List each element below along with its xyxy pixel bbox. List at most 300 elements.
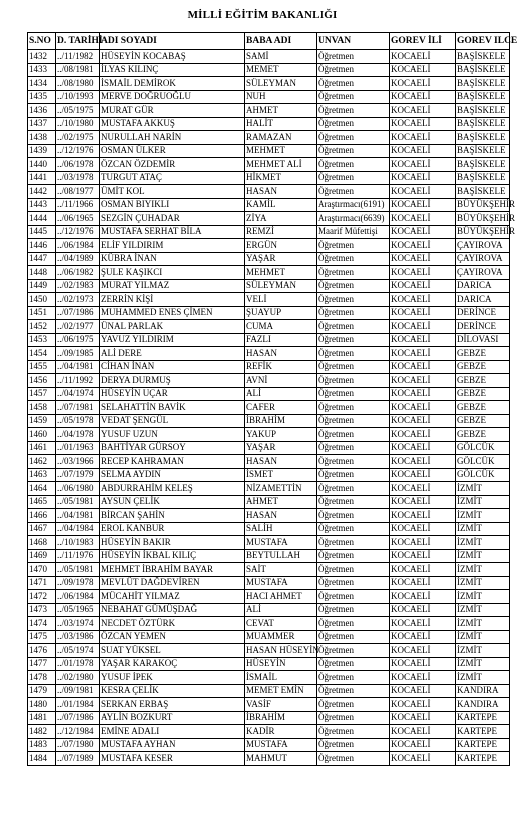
table-row <box>28 185 510 199</box>
cell-province: KOCAELİ <box>390 495 456 509</box>
cell-name: İSMAİL DEMİROK <box>100 77 245 91</box>
cell-name: HÜSEYİN KOCABAŞ <box>100 50 245 64</box>
cell-father-name: YAKUP <box>245 428 317 442</box>
cell-birth-date: ../02/1980 <box>56 671 100 685</box>
cell-sno: 1462 <box>28 455 56 469</box>
table-row <box>28 374 510 388</box>
header-sno: S.NO <box>28 33 56 50</box>
cell-district: KARTEPE <box>456 752 510 766</box>
cell-province: KOCAELİ <box>390 671 456 685</box>
cell-title: Öğretmen <box>317 536 390 550</box>
cell-title: Öğretmen <box>317 333 390 347</box>
cell-name: OSMAN BIYIKLI <box>100 198 245 212</box>
cell-birth-date: ../03/1978 <box>56 171 100 185</box>
cell-title: Maarif Müfettişi <box>317 225 390 239</box>
cell-sno: 1471 <box>28 576 56 590</box>
cell-province: KOCAELİ <box>390 374 456 388</box>
cell-title: Öğretmen <box>317 482 390 496</box>
cell-name: OSMAN ÜLKER <box>100 144 245 158</box>
cell-name: RECEP KAHRAMAN <box>100 455 245 469</box>
cell-name: ŞULE KAŞIKCI <box>100 266 245 280</box>
table-row <box>28 333 510 347</box>
cell-father-name: SAİT <box>245 563 317 577</box>
cell-title: Öğretmen <box>317 576 390 590</box>
cell-province: KOCAELİ <box>390 63 456 77</box>
cell-father-name: HİKMET <box>245 171 317 185</box>
cell-father-name: REMZİ <box>245 225 317 239</box>
cell-province: KOCAELİ <box>390 279 456 293</box>
cell-birth-date: ../11/1992 <box>56 374 100 388</box>
header-title: UNVAN <box>317 33 390 50</box>
cell-father-name: AHMET <box>245 495 317 509</box>
cell-title: Öğretmen <box>317 590 390 604</box>
table-row <box>28 468 510 482</box>
cell-sno: 1455 <box>28 360 56 374</box>
table-row <box>28 158 510 172</box>
cell-title: Öğretmen <box>317 684 390 698</box>
cell-sno: 1441 <box>28 171 56 185</box>
header-province: GOREV İLİ <box>390 33 456 50</box>
cell-district: KARTEPE <box>456 711 510 725</box>
cell-province: KOCAELİ <box>390 644 456 658</box>
cell-name: İLYAS KILINÇ <box>100 63 245 77</box>
cell-birth-date: ../11/1982 <box>56 50 100 64</box>
cell-sno: 1463 <box>28 468 56 482</box>
cell-name: AYSUN ÇELİK <box>100 495 245 509</box>
table-row <box>28 320 510 334</box>
cell-name: VEDAT ŞENGÜL <box>100 414 245 428</box>
cell-province: KOCAELİ <box>390 225 456 239</box>
cell-father-name: ERGÜN <box>245 239 317 253</box>
cell-province: KOCAELİ <box>390 441 456 455</box>
cell-district: İZMİT <box>456 576 510 590</box>
table-row <box>28 644 510 658</box>
cell-district: GEBZE <box>456 360 510 374</box>
cell-district: İZMİT <box>456 509 510 523</box>
cell-title: Öğretmen <box>317 171 390 185</box>
cell-title: Öğretmen <box>317 158 390 172</box>
cell-father-name: HASAN HÜSEYİN <box>245 644 317 658</box>
table-row <box>28 266 510 280</box>
cell-province: KOCAELİ <box>390 738 456 752</box>
cell-district: İZMİT <box>456 617 510 631</box>
cell-name: SEZGİN ÇUHADAR <box>100 212 245 226</box>
cell-province: KOCAELİ <box>390 104 456 118</box>
cell-father-name: HALİT <box>245 117 317 131</box>
cell-province: KOCAELİ <box>390 347 456 361</box>
cell-province: KOCAELİ <box>390 333 456 347</box>
cell-sno: 1478 <box>28 671 56 685</box>
cell-sno: 1448 <box>28 266 56 280</box>
table-row <box>28 684 510 698</box>
cell-district: İZMİT <box>456 536 510 550</box>
cell-district: BAŞİSKELE <box>456 158 510 172</box>
cell-name: HÜSEYİN BAKIR <box>100 536 245 550</box>
cell-district: KANDIRA <box>456 684 510 698</box>
cell-birth-date: ../12/1976 <box>56 225 100 239</box>
cell-province: KOCAELİ <box>390 293 456 307</box>
table-row <box>28 495 510 509</box>
table-row <box>28 482 510 496</box>
cell-province: KOCAELİ <box>390 617 456 631</box>
table-row <box>28 212 510 226</box>
cell-province: KOCAELİ <box>390 185 456 199</box>
cell-sno: 1446 <box>28 239 56 253</box>
cell-title: Öğretmen <box>317 711 390 725</box>
cell-district: İZMİT <box>456 603 510 617</box>
cell-sno: 1474 <box>28 617 56 631</box>
cell-district: GEBZE <box>456 428 510 442</box>
cell-sno: 1465 <box>28 495 56 509</box>
table-row <box>28 617 510 631</box>
cell-name: MUSTAFA KESER <box>100 752 245 766</box>
cell-name: ÜMİT KOL <box>100 185 245 199</box>
cell-father-name: ŞUAYUP <box>245 306 317 320</box>
cell-birth-date: ../07/1986 <box>56 711 100 725</box>
cell-district: ÇAYIROVA <box>456 239 510 253</box>
cell-title: Öğretmen <box>317 320 390 334</box>
cell-district: GÖLCÜK <box>456 468 510 482</box>
table-row <box>28 117 510 131</box>
table-row <box>28 603 510 617</box>
cell-district: GEBZE <box>456 347 510 361</box>
cell-district: KARTEPE <box>456 725 510 739</box>
cell-father-name: KADİR <box>245 725 317 739</box>
cell-name: EMİNE ADALI <box>100 725 245 739</box>
cell-district: İZMİT <box>456 495 510 509</box>
cell-name: ELİF YILDIRIM <box>100 239 245 253</box>
cell-district: GEBZE <box>456 414 510 428</box>
table-row <box>28 576 510 590</box>
cell-birth-date: ../06/1982 <box>56 266 100 280</box>
cell-father-name: BEYTULLAH <box>245 549 317 563</box>
cell-birth-date: ../11/1976 <box>56 549 100 563</box>
cell-province: KOCAELİ <box>390 711 456 725</box>
cell-name: YAŞAR KARAKOÇ <box>100 657 245 671</box>
table-row <box>28 387 510 401</box>
cell-province: KOCAELİ <box>390 630 456 644</box>
cell-birth-date: ../03/1986 <box>56 630 100 644</box>
cell-sno: 1449 <box>28 279 56 293</box>
cell-title: Öğretmen <box>317 657 390 671</box>
cell-province: KOCAELİ <box>390 590 456 604</box>
table-body <box>28 50 516 766</box>
cell-title: Öğretmen <box>317 698 390 712</box>
cell-title: Öğretmen <box>317 279 390 293</box>
cell-district: DARICA <box>456 293 510 307</box>
cell-title: Öğretmen <box>317 428 390 442</box>
cell-name: SELAHATTİN BAVİK <box>100 401 245 415</box>
table-row <box>28 428 510 442</box>
cell-province: KOCAELİ <box>390 536 456 550</box>
table-row <box>28 752 510 766</box>
cell-father-name: NİZAMETTİN <box>245 482 317 496</box>
cell-birth-date: ../04/1978 <box>56 428 100 442</box>
cell-sno: 1467 <box>28 522 56 536</box>
cell-province: KOCAELİ <box>390 563 456 577</box>
cell-district: İZMİT <box>456 563 510 577</box>
cell-province: KOCAELİ <box>390 131 456 145</box>
cell-birth-date: ../08/1980 <box>56 77 100 91</box>
cell-father-name: İBRAHİM <box>245 711 317 725</box>
cell-father-name: AHMET <box>245 104 317 118</box>
cell-name: BAHTİYAR GÜRSOY <box>100 441 245 455</box>
cell-title: Öğretmen <box>317 509 390 523</box>
header-birth-date: D. TARİHİ <box>56 33 100 50</box>
cell-father-name: HACI AHMET <box>245 590 317 604</box>
cell-sno: 1460 <box>28 428 56 442</box>
table-row <box>28 738 510 752</box>
cell-birth-date: ../04/1974 <box>56 387 100 401</box>
cell-sno: 1437 <box>28 117 56 131</box>
cell-sno: 1447 <box>28 252 56 266</box>
cell-sno: 1481 <box>28 711 56 725</box>
cell-father-name: MEHMET ALİ <box>245 158 317 172</box>
cell-province: KOCAELİ <box>390 360 456 374</box>
cell-father-name: FAZLI <box>245 333 317 347</box>
cell-birth-date: ../10/1980 <box>56 117 100 131</box>
cell-district: İZMİT <box>456 630 510 644</box>
cell-name: ALİ DERE <box>100 347 245 361</box>
cell-name: YAVUZ YILDIRIM <box>100 333 245 347</box>
cell-province: KOCAELİ <box>390 50 456 64</box>
cell-district: BÜYÜKŞEHİR <box>456 198 510 212</box>
table-row <box>28 225 510 239</box>
table-row <box>28 414 510 428</box>
cell-title: Araştırmacı(6191) <box>317 198 390 212</box>
cell-district: GÖLCÜK <box>456 455 510 469</box>
cell-title: Öğretmen <box>317 239 390 253</box>
cell-father-name: CAFER <box>245 401 317 415</box>
cell-province: KOCAELİ <box>390 657 456 671</box>
cell-birth-date: ../08/1977 <box>56 185 100 199</box>
cell-birth-date: ../11/1966 <box>56 198 100 212</box>
cell-name: HÜSEYİN İKBAL KILIÇ <box>100 549 245 563</box>
table-row <box>28 590 510 604</box>
cell-father-name: MEHMET <box>245 144 317 158</box>
cell-father-name: VASİF <box>245 698 317 712</box>
cell-sno: 1453 <box>28 333 56 347</box>
cell-father-name: CUMA <box>245 320 317 334</box>
cell-district: İZMİT <box>456 644 510 658</box>
table-row <box>28 401 510 415</box>
cell-father-name: HASAN <box>245 347 317 361</box>
cell-title: Öğretmen <box>317 644 390 658</box>
cell-sno: 1443 <box>28 198 56 212</box>
cell-province: KOCAELİ <box>390 90 456 104</box>
cell-title: Öğretmen <box>317 77 390 91</box>
cell-district: BÜYÜKŞEHİR <box>456 212 510 226</box>
cell-title: Öğretmen <box>317 455 390 469</box>
cell-birth-date: ../12/1976 <box>56 144 100 158</box>
cell-birth-date: ../05/1981 <box>56 495 100 509</box>
cell-birth-date: ../06/1980 <box>56 482 100 496</box>
cell-birth-date: ../02/1973 <box>56 293 100 307</box>
cell-name: MURAT YILMAZ <box>100 279 245 293</box>
cell-district: ÇAYIROVA <box>456 266 510 280</box>
cell-sno: 1470 <box>28 563 56 577</box>
cell-sno: 1473 <box>28 603 56 617</box>
cell-title: Öğretmen <box>317 630 390 644</box>
table-row <box>28 657 510 671</box>
cell-name: DERYA DURMUŞ <box>100 374 245 388</box>
cell-name: AYLİN BOZKURT <box>100 711 245 725</box>
table-row <box>28 279 510 293</box>
table-row <box>28 77 510 91</box>
table-row <box>28 306 510 320</box>
cell-title: Öğretmen <box>317 144 390 158</box>
cell-birth-date: ../10/1993 <box>56 90 100 104</box>
cell-name: KESRA ÇELİK <box>100 684 245 698</box>
table-row <box>28 63 510 77</box>
cell-sno: 1461 <box>28 441 56 455</box>
cell-sno: 1476 <box>28 644 56 658</box>
cell-birth-date: ../02/1975 <box>56 131 100 145</box>
cell-birth-date: ../01/1984 <box>56 698 100 712</box>
table-row <box>28 104 510 118</box>
cell-title: Öğretmen <box>317 90 390 104</box>
cell-district: İZMİT <box>456 671 510 685</box>
cell-title: Öğretmen <box>317 387 390 401</box>
cell-district: DERİNCE <box>456 320 510 334</box>
cell-name: ÖZCAN ÖZDEMİR <box>100 158 245 172</box>
cell-title: Öğretmen <box>317 266 390 280</box>
cell-province: KOCAELİ <box>390 320 456 334</box>
cell-title: Öğretmen <box>317 725 390 739</box>
cell-birth-date: ../07/1989 <box>56 752 100 766</box>
cell-sno: 1444 <box>28 212 56 226</box>
cell-sno: 1450 <box>28 293 56 307</box>
cell-sno: 1439 <box>28 144 56 158</box>
cell-province: KOCAELİ <box>390 158 456 172</box>
table-row <box>28 563 510 577</box>
cell-father-name: MEHMET <box>245 266 317 280</box>
cell-sno: 1456 <box>28 374 56 388</box>
cell-sno: 1452 <box>28 320 56 334</box>
cell-title: Öğretmen <box>317 131 390 145</box>
table-row <box>28 711 510 725</box>
cell-name: MUSTAFA AYHAN <box>100 738 245 752</box>
cell-province: KOCAELİ <box>390 198 456 212</box>
cell-name: HÜSEYİN UÇAR <box>100 387 245 401</box>
header-name: ADI SOYADI <box>100 33 245 50</box>
table-row <box>28 522 510 536</box>
cell-sno: 1432 <box>28 50 56 64</box>
cell-name: SELMA AYDIN <box>100 468 245 482</box>
cell-title: Öğretmen <box>317 50 390 64</box>
cell-father-name: HASAN <box>245 509 317 523</box>
table-row <box>28 725 510 739</box>
cell-birth-date: ../05/1975 <box>56 104 100 118</box>
cell-province: KOCAELİ <box>390 414 456 428</box>
cell-district: GÖLCÜK <box>456 441 510 455</box>
cell-father-name: REFİK <box>245 360 317 374</box>
cell-birth-date: ../06/1975 <box>56 333 100 347</box>
cell-sno: 1468 <box>28 536 56 550</box>
cell-district: ÇAYIROVA <box>456 252 510 266</box>
cell-birth-date: ../01/1978 <box>56 657 100 671</box>
cell-father-name: SAMİ <box>245 50 317 64</box>
cell-name: MERVE DOĞRUOĞLU <box>100 90 245 104</box>
cell-title: Öğretmen <box>317 549 390 563</box>
cell-name: NURULLAH NARİN <box>100 131 245 145</box>
cell-title: Öğretmen <box>317 185 390 199</box>
cell-birth-date: ../05/1978 <box>56 414 100 428</box>
cell-father-name: ALİ <box>245 603 317 617</box>
cell-province: KOCAELİ <box>390 117 456 131</box>
cell-title: Öğretmen <box>317 752 390 766</box>
cell-district: GEBZE <box>456 387 510 401</box>
cell-birth-date: ../04/1981 <box>56 360 100 374</box>
cell-province: KOCAELİ <box>390 171 456 185</box>
cell-district: BAŞİSKELE <box>456 50 510 64</box>
cell-birth-date: ../06/1965 <box>56 212 100 226</box>
header-district: GOREV ILCE <box>456 33 510 50</box>
cell-name: MUHAMMED ENES ÇİMEN <box>100 306 245 320</box>
cell-father-name: KAMİL <box>245 198 317 212</box>
cell-name: BİRCAN ŞAHİN <box>100 509 245 523</box>
cell-birth-date: ../07/1981 <box>56 401 100 415</box>
cell-sno: 1483 <box>28 738 56 752</box>
cell-sno: 1451 <box>28 306 56 320</box>
table-row <box>28 239 510 253</box>
cell-district: DERİNCE <box>456 306 510 320</box>
cell-father-name: MUSTAFA <box>245 536 317 550</box>
table-row <box>28 171 510 185</box>
cell-name: MURAT GÜR <box>100 104 245 118</box>
cell-name: EROL KANBUR <box>100 522 245 536</box>
table-row <box>28 698 510 712</box>
cell-province: KOCAELİ <box>390 752 456 766</box>
cell-name: MEVLÜT DAĞDEVİREN <box>100 576 245 590</box>
cell-birth-date: ../05/1974 <box>56 644 100 658</box>
cell-birth-date: ../02/1983 <box>56 279 100 293</box>
cell-title: Öğretmen <box>317 252 390 266</box>
cell-province: KOCAELİ <box>390 266 456 280</box>
cell-sno: 1435 <box>28 90 56 104</box>
cell-title: Öğretmen <box>317 374 390 388</box>
cell-province: KOCAELİ <box>390 252 456 266</box>
cell-father-name: İSMAİL <box>245 671 317 685</box>
cell-sno: 1464 <box>28 482 56 496</box>
cell-father-name: İSMET <box>245 468 317 482</box>
cell-name: ÜNAL PARLAK <box>100 320 245 334</box>
cell-title: Öğretmen <box>317 293 390 307</box>
table-row <box>28 144 510 158</box>
cell-father-name: MEMET <box>245 63 317 77</box>
cell-title: Öğretmen <box>317 104 390 118</box>
cell-name: SERKAN ERBAŞ <box>100 698 245 712</box>
cell-father-name: MEMET EMİN <box>245 684 317 698</box>
cell-father-name: MAHMUT <box>245 752 317 766</box>
cell-birth-date: ../07/1986 <box>56 306 100 320</box>
cell-district: İZMİT <box>456 522 510 536</box>
cell-province: KOCAELİ <box>390 482 456 496</box>
cell-district: KANDIRA <box>456 698 510 712</box>
cell-birth-date: ../02/1977 <box>56 320 100 334</box>
cell-title: Öğretmen <box>317 738 390 752</box>
cell-district: İZMİT <box>456 657 510 671</box>
table-row <box>28 455 510 469</box>
table-row <box>28 509 510 523</box>
cell-province: KOCAELİ <box>390 239 456 253</box>
cell-father-name: VELİ <box>245 293 317 307</box>
staff-table <box>27 32 518 766</box>
cell-birth-date: ../10/1983 <box>56 536 100 550</box>
cell-name: NECDET ÖZTÜRK <box>100 617 245 631</box>
cell-province: KOCAELİ <box>390 455 456 469</box>
cell-father-name: MUSTAFA <box>245 576 317 590</box>
